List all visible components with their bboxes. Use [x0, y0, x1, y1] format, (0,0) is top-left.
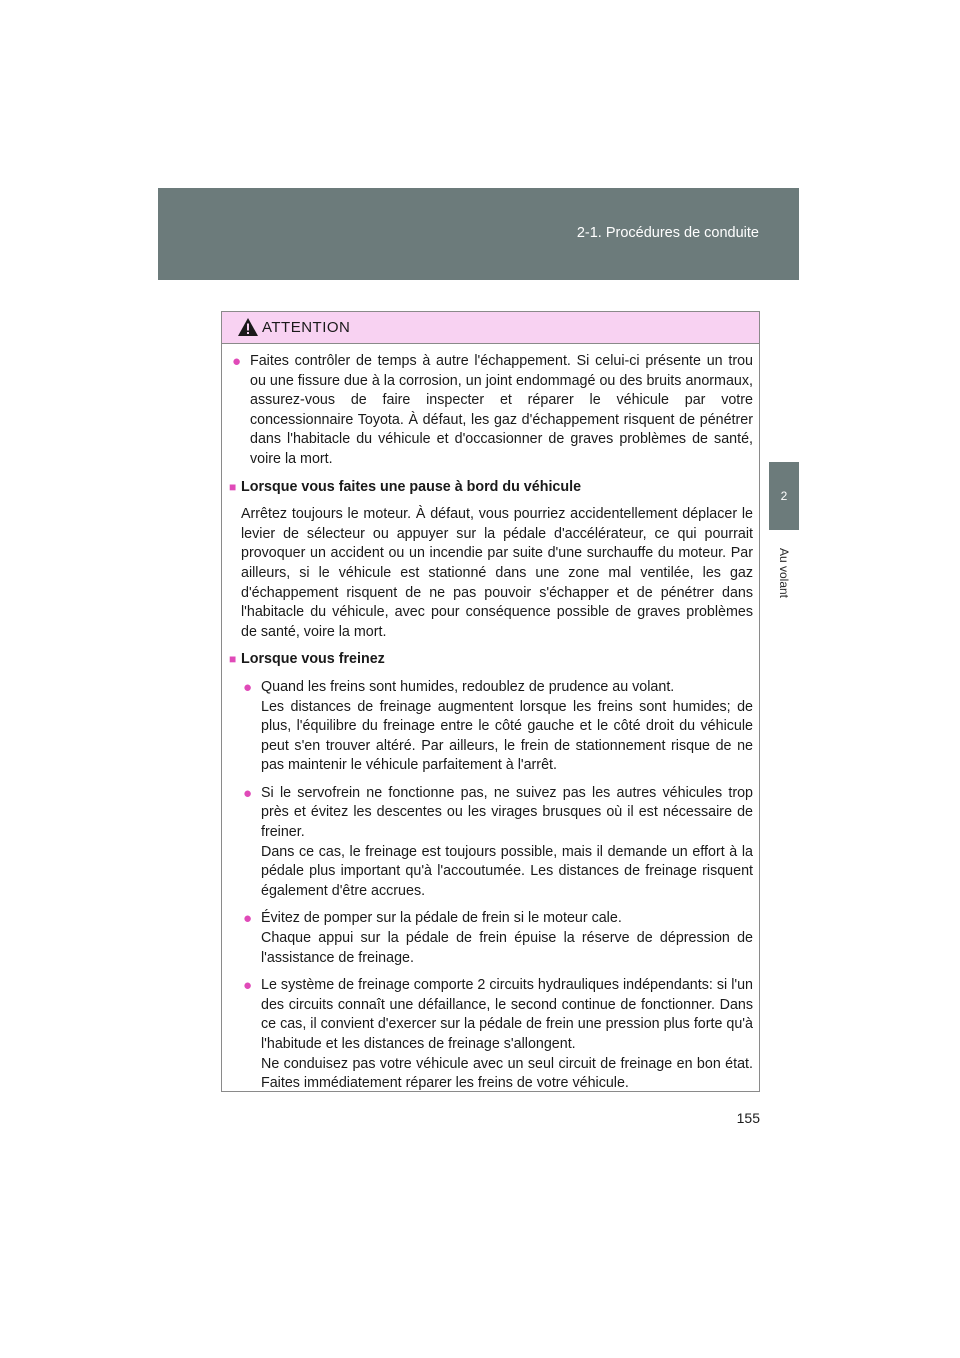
- bullet-icon: ●: [243, 910, 253, 928]
- item-text: Le système de freinage comporte 2 circuits hydrauliques indépendants: si l'un des circuits connaît une défaillance, le second continue de fonctionner. Dans ce cas, il convient d'exercer sur la pédale de frein une pression plus forte qu'à l'habitude et les distances de freinage s'allongent.: [261, 977, 753, 1052]
- chapter-label: [776, 538, 792, 608]
- bullet-icon: ●: [243, 784, 253, 802]
- section-heading-text: Lorsque vous freinez: [241, 651, 385, 668]
- item-text: Dans ce cas, le freinage est toujours possible, mais il demande un effort à la pédale plus important qu'à l'accoutumée. Les distances de freinage risquent également d'être accrues.: [261, 843, 753, 899]
- list-item: [241, 678, 753, 776]
- square-bullet-icon: ■: [229, 479, 237, 494]
- page-number: 155: [736, 1110, 760, 1126]
- list-item: [241, 909, 753, 968]
- item-text: Si le servofrein ne fonctionne pas, ne suivez pas les autres véhicules trop près et évitez les descentes ou les virages brusques où il est nécessaire de freiner.: [261, 784, 753, 841]
- bullet-icon: ●: [243, 977, 253, 995]
- bullet-icon: ●: [243, 678, 253, 696]
- item-text: Les distances de freinage augmentent lorsque les freins sont humides; de plus, l'équilibre du freinage entre le côté gauche et le côté droit du véhicule peut s'en trouver altéré. Par ailleurs, le frein de stationnement risque de ne pas maintenir le véhicule parfaitement à l'arrêt.: [261, 698, 753, 774]
- item-text: Évitez de pomper sur la pédale de frein si le moteur cale.: [261, 910, 622, 927]
- warning-box: [221, 311, 760, 1092]
- item-text: Chaque appui sur la pédale de frein épuise la réserve de dépression de l'assistance de freinage.: [261, 930, 753, 966]
- bullet-icon: ●: [232, 353, 242, 370]
- list-item: [241, 784, 753, 902]
- warning-header: [222, 312, 759, 344]
- warning-triangle-icon: [237, 317, 259, 337]
- section-heading: [230, 478, 753, 498]
- warning-title: ATTENTION: [262, 319, 351, 336]
- header-band: [158, 188, 799, 280]
- section-title: 2-1. Procédures de conduite: [576, 225, 759, 241]
- item-text: Ne conduisez pas votre véhicule avec un seul circuit de freinage en bon état. Faites immédiatement réparer les freins de votre véhicule.: [261, 1055, 753, 1092]
- section-heading-text: Lorsque vous faites une pause à bord du véhicule: [241, 478, 582, 495]
- warning-body: [222, 344, 759, 1102]
- list-item: [230, 352, 753, 470]
- list-item: [241, 976, 753, 1094]
- item-text: Quand les freins sont humides, redoublez de prudence au volant.: [261, 678, 675, 695]
- chapter-tab: 2: [769, 462, 799, 530]
- chapter-label-text: Au volant: [777, 547, 791, 599]
- item-text: Faites contrôler de temps à autre l'échappement. Si celui-ci présente un trou ou une fissure due à la corrosion, un joint endommagé ou des bruits anormaux, assurez-vous de faire inspecter et réparer le véhicule par votre concessionnaire Toyota. À défaut, les gaz d'échappement risquent de pénétrer dans l'habitacle du véhicule et d'occasionner de graves problèmes de santé, voire la mort.: [250, 353, 753, 467]
- section-paragraph: Arrêtez toujours le moteur. À défaut, vous pourriez accidentellement déplacer le levier de sélecteur ou appuyer sur la pédale d'accélérateur, ce qui pourrait provoquer un accident ou un incendie par suite d'une surchauffe du moteur. Par ailleurs, si le véhicule est stationné dans une zone mal ventilée, les gaz d'échappement risquent de ne pas pouvoir s'échapper et de pénétrer dans l'habitacle du véhicule, avec pour conséquence possible de graves problèmes de santé, voire la mort.: [241, 506, 753, 640]
- square-bullet-icon: ■: [229, 652, 237, 667]
- section-heading: [230, 650, 753, 670]
